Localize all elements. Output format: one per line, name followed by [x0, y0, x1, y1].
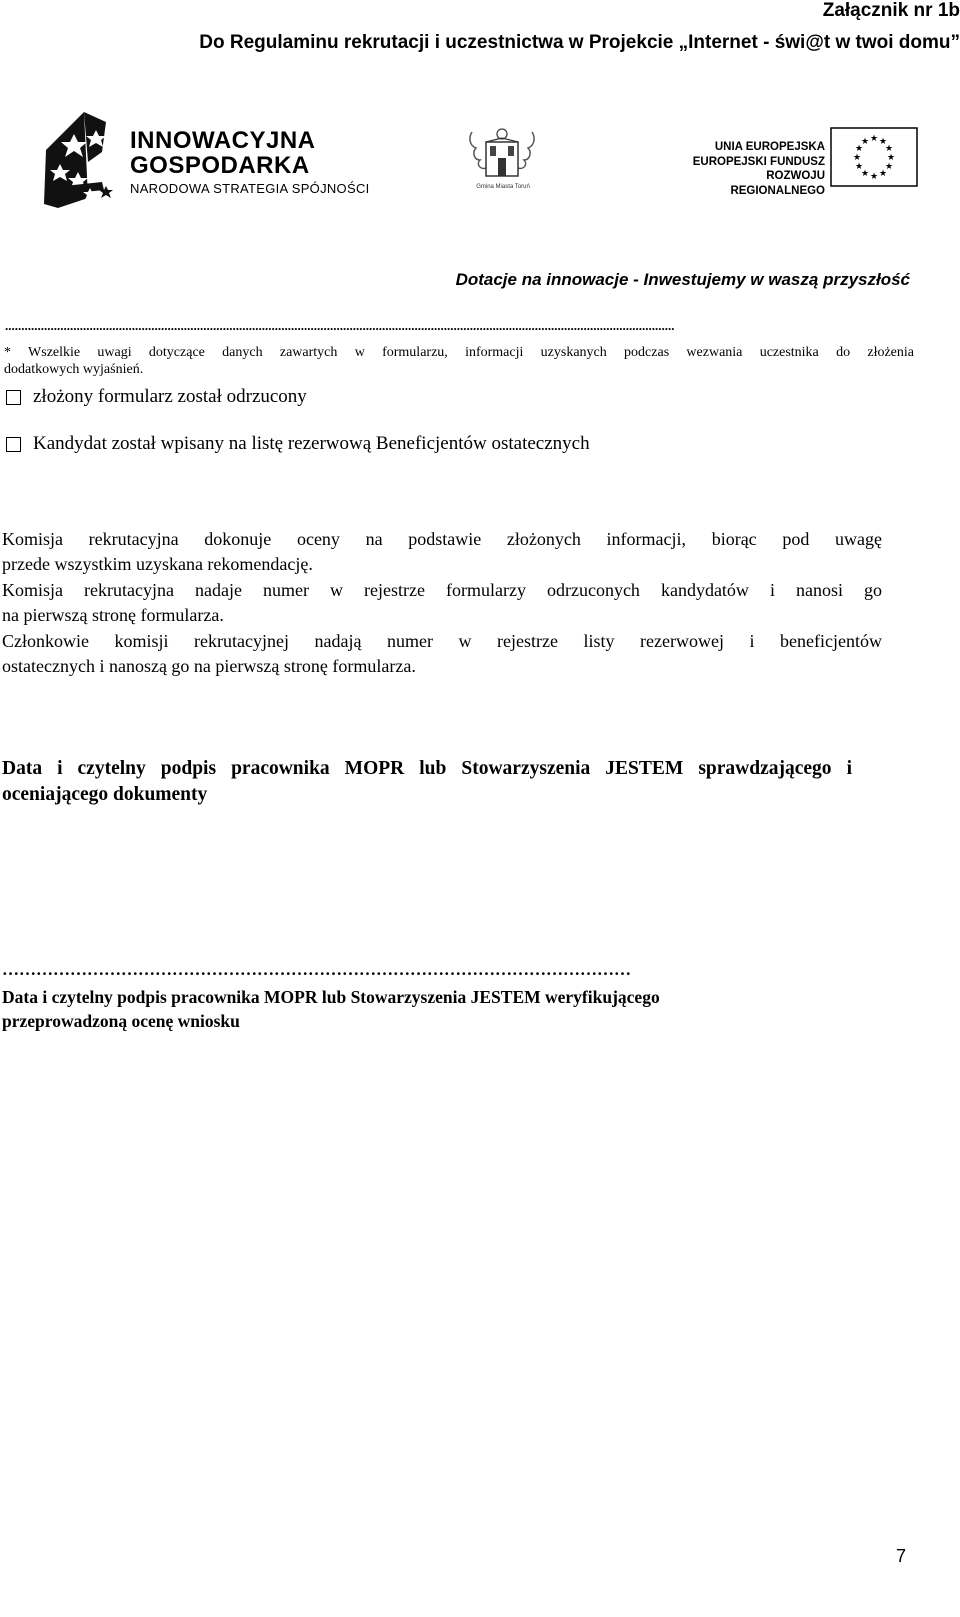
innowacyjna-gospodarka-text: [130, 128, 370, 197]
paragraph-register-line2: na pierwszą stronę formularza.: [2, 605, 224, 625]
eu-text: [680, 140, 825, 198]
svg-text:★: ★: [869, 172, 879, 182]
dotted-separator: ..............................................................................................................................................................................................................: [5, 318, 675, 333]
innowacyjna-line1: INNOWACYJNA: [130, 127, 316, 154]
remarks-note-line2: dodatkowych wyjaśnień.: [4, 362, 144, 377]
signature2-dotted-line: …………………………………………………………………………………………………: [2, 960, 631, 979]
svg-text:★: ★: [884, 162, 894, 172]
eu-flag: [830, 127, 918, 187]
paragraph-evaluation-line1: Komisja rekrutacyjna dokonuje oceny na podstawie złożonych informacji, biorąc pod uwagę: [2, 529, 882, 549]
svg-text:★: ★: [852, 153, 862, 163]
paragraph-members-line2: ostatecznych i nanoszą go na pierwszą stronę formularza.: [2, 656, 416, 676]
svg-text:★: ★: [860, 169, 870, 179]
innowacyjna-gospodarka-logo-icon: [44, 112, 124, 208]
checkbox-reserve-list-label: Kandydat został wpisany na listę rezerwową Beneficjentów ostatecznych: [33, 433, 590, 454]
svg-text:★: ★: [854, 162, 864, 172]
svg-text:★: ★: [854, 144, 864, 154]
svg-text:★: ★: [860, 137, 870, 147]
regulation-title: Do Regulaminu rekrutacji i uczestnictwa w Projekcie „Internet - świ@t w twoi domu”: [199, 32, 960, 53]
paragraph-members-line1: Członkowie komisji rekrutacyjnej nadają numer w rejestrze listy rezerwowej i beneficjentów: [2, 631, 882, 651]
svg-text:★: ★: [878, 137, 888, 147]
checkbox-rejected-label: złożony formularz został odrzucony: [33, 386, 307, 407]
eu-line2: EUROPEJSKI FUNDUSZ: [692, 155, 825, 168]
remarks-note-line1: * Wszelkie uwagi dotyczące danych zawartych w formularzu, informacji uzyskanych podczas wezwania uczestnika do złożenia: [4, 345, 914, 360]
torun-coat-of-arms-icon: [462, 124, 542, 184]
program-motto: Dotacje na innowacje - Inwestujemy w waszą przyszłość: [455, 270, 910, 289]
eu-line1: UNIA EUROPEJSKA: [714, 141, 825, 153]
signature2-label-line1: Data i czytelny podpis pracownika MOPR lub Stowarzyszenia JESTEM weryfikującego: [2, 987, 660, 1007]
checkbox-rejected[interactable]: [6, 390, 21, 405]
attachment-label: Załącznik nr 1b: [822, 0, 960, 21]
signature1-label-line1: Data i czytelny podpis pracownika MOPR lub Stowarzyszenia JESTEM sprawdzającego i: [2, 758, 852, 779]
checkbox-rejected-row[interactable]: [6, 386, 307, 408]
paragraph-evaluation-line2: przede wszystkim uzyskana rekomendację.: [2, 554, 313, 574]
innowacyjna-line2: GOSPODARKA: [130, 152, 310, 179]
svg-text:★: ★: [884, 144, 894, 154]
checkbox-reserve-list-row[interactable]: [6, 433, 590, 455]
svg-text:★: ★: [869, 134, 879, 144]
svg-text:★: ★: [878, 169, 888, 179]
paragraph-register-line1: Komisja rekrutacyjna nadaje numer w rejestrze formularzy odrzuconych kandydatów i nanosi go: [2, 580, 882, 600]
signature2-label-line2: przeprowadzoną ocenę wniosku: [2, 1011, 240, 1031]
eu-line3: ROZWOJU REGIONALNEGO: [730, 170, 825, 197]
page-number: 7: [896, 1546, 907, 1566]
innowacyjna-line3: NARODOWA STRATEGIA SPÓJNOŚCI: [130, 181, 370, 196]
svg-text:★: ★: [886, 153, 896, 163]
checkbox-reserve-list[interactable]: [6, 437, 21, 452]
eu-flag-icon: [830, 127, 918, 187]
signature1-label-line2: oceniającego dokumenty: [2, 784, 208, 805]
torun-caption: Gmina Miasta Toruń: [476, 184, 530, 190]
